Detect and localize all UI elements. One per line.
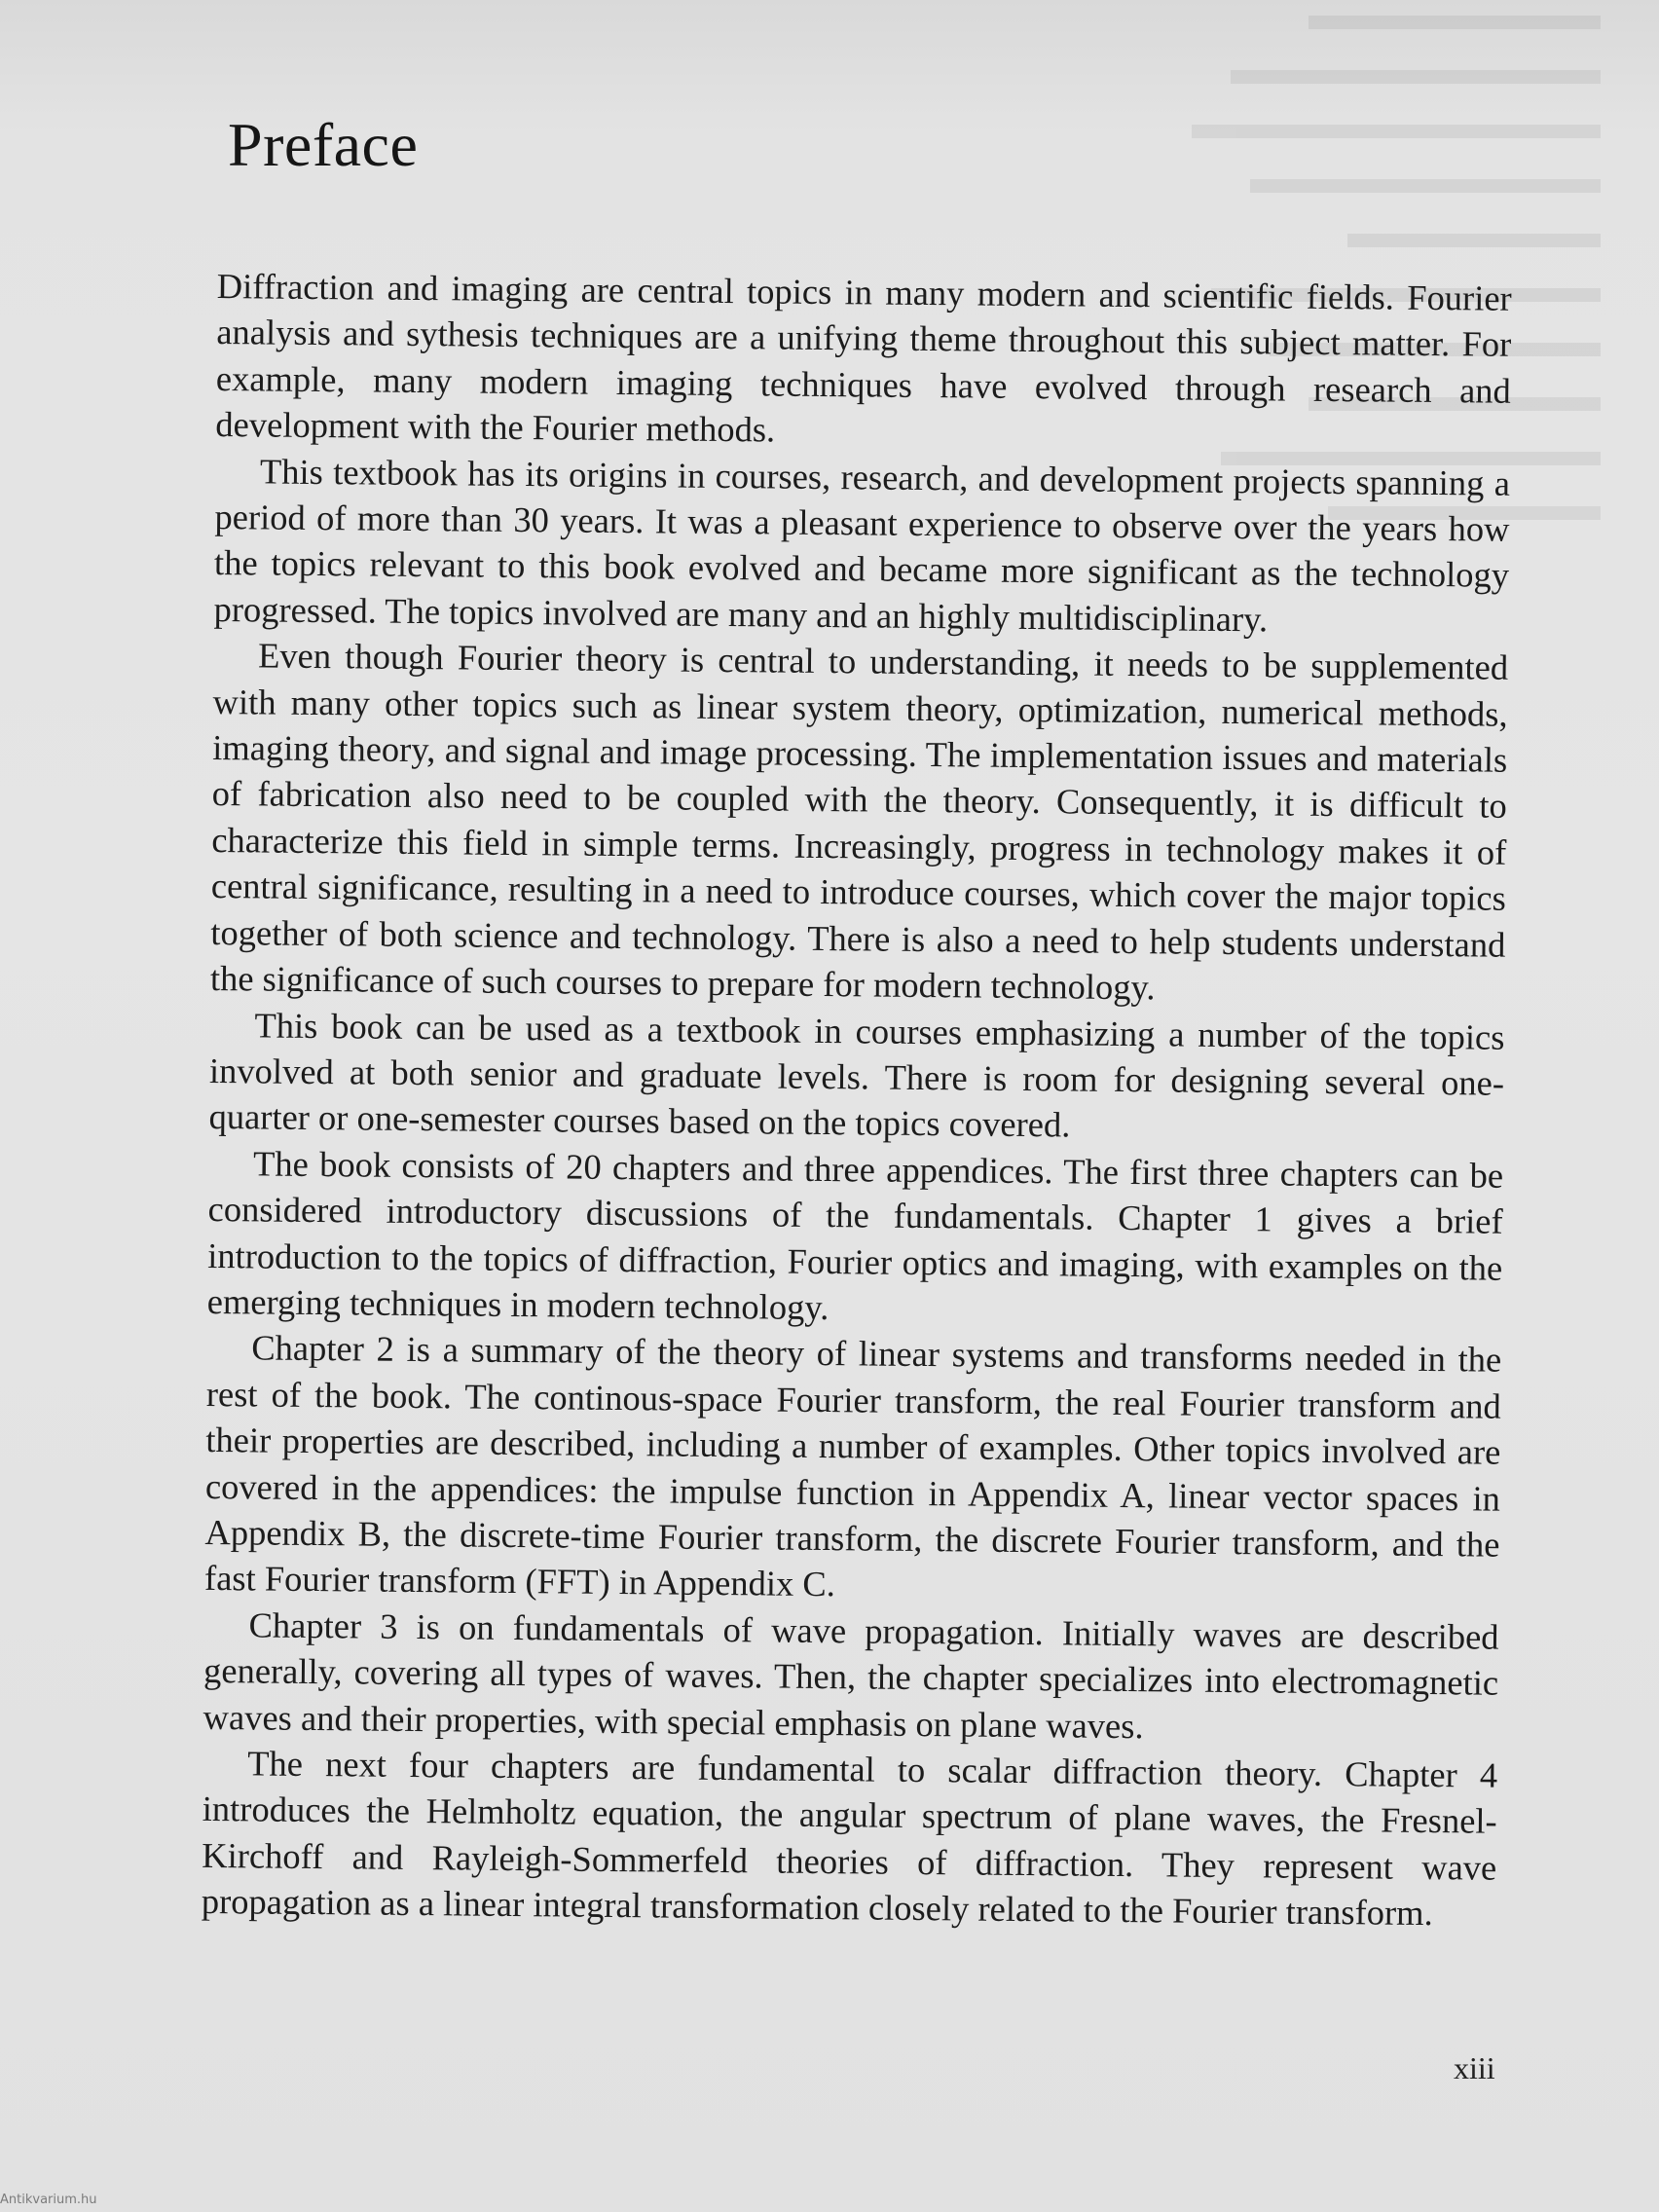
paragraph-1: Diffraction and imaging are central topics in many modern and scientific fields. Fourier analysis and sythesis techniques are a unifying theme throughout this subject matter. For example, many modern imaging techniques have evolved through research and development with the Fourier methods. [215, 265, 1512, 450]
page-title: Preface [228, 110, 419, 179]
paragraph-8: The next four chapters are fundamental to scalar diffraction theory. Chapter 4 introduces the Helmholtz equation, the angular spectrum of plane waves, the Fresnel-Kirchoff and Rayleigh-Sommerfeld theories of diffraction. They represent wave propagation as a linear integral transformation closely related to the Fourier transform. [201, 1743, 1498, 1934]
paragraph-2: This textbook has its origins in courses, research, and development projects spanning a period of more than 30 years. It was a pleasant experience to observe over the years how the topics relevant to this book evolved and became more significant as the technology progressed. The topics involved are many and an highly multidisciplinary. [213, 451, 1511, 640]
paragraph-6: Chapter 2 is a summary of the theory of linear systems and transforms needed in the rest of the book. The continous-space Fourier transform, the real Fourier transform and their properties are described, including a number of examples. Other topics involved are covered in the appendices: the impulse function in Appendix A, linear vector spaces in Appendix B, the discrete-time Fourier transform, the discrete Fourier transform, and the fast Fourier transform (FFT) in Appendix C. [203, 1327, 1502, 1604]
paragraph-4: This book can be used as a textbook in courses emphasizing a number of the topics involved at both senior and graduate levels. There is room for designing several one-quarter or one-semester courses based on the topics covered. [208, 1004, 1505, 1145]
watermark: Antikvarium.hu [0, 2193, 97, 2207]
paragraph-5: The book consists of 20 chapters and three appendices. The first three chapters can be considered introductory discussions of the fundamentals. Chapter 1 gives a brief introduction to the topics of diffraction, Fourier optics and imaging, with examples on the emerging techniques in modern technology. [206, 1143, 1504, 1328]
paragraph-7: Chapter 3 is on fundamentals of wave propagation. Initially waves are described generally, covering all types of waves. Then, the chapter specializes into electromagnetic waves and their properties, with special emphasis on plane waves. [203, 1604, 1499, 1746]
preface-body [202, 263, 1512, 1936]
paragraph-3: Even though Fourier theory is central to understanding, it needs to be supplemented with many other topics such as linear system theory, optimization, numerical methods, imaging theory, and signal and image processing. The implementation issues and materials of fabrication also need to be coupled with the theory. Consequently, it is difficult to characterize this field in simple terms. Increasingly, progress in technology makes it of central significance, resulting in a need to introduce courses, which cover the major topics together of both science and technology. There is also a need to help students understand the significance of such courses to prepare for modern technology. [209, 635, 1509, 1008]
page-number: xiii [1454, 2050, 1495, 2085]
